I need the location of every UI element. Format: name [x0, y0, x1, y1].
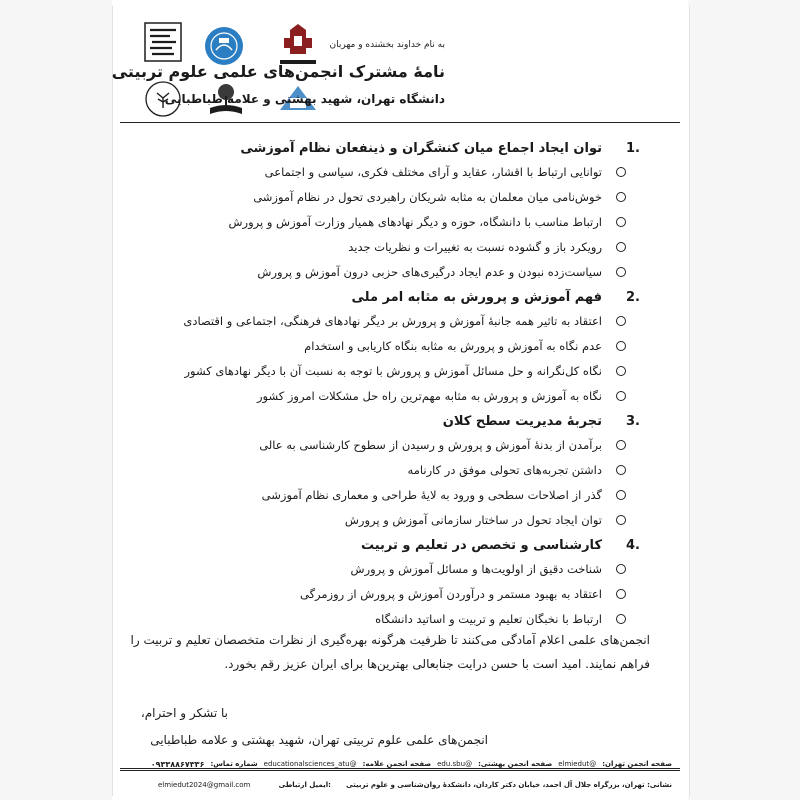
section-title: فهم آموزش و پرورش به مثابه امر ملی	[351, 289, 602, 305]
footer-email	[158, 781, 331, 789]
bullet-icon	[616, 316, 626, 326]
section-heading	[140, 137, 640, 159]
bullet-icon	[616, 564, 626, 574]
footer-address: نشانی: تهران، بزرگراه جلال آل احمد، خیابان دکتر کاردان، دانشکدهٔ روان‌شناسی و علوم تربیتی	[346, 781, 672, 789]
criteria-list	[140, 135, 640, 631]
section-title: تجربهٔ مدیریت سطح کلان	[442, 413, 602, 429]
item-text: سیاست‌زده نبودن و عدم ایجاد درگیری‌های حزبی درون آموزش و پرورش	[257, 264, 602, 279]
letter-subtitle: دانشگاه تهران، شهید بهشتی و علامه طباطبایی	[164, 92, 445, 106]
left-margin	[0, 0, 112, 800]
list-item	[140, 234, 640, 259]
allameh-handle[interactable]: @educationalsciences_atu	[263, 760, 357, 768]
allameh-page-label: صفحه انجمن علامه:	[362, 760, 432, 768]
beheshti-logo	[144, 22, 182, 62]
section-heading	[140, 410, 640, 432]
section-title: توان ایجاد اجماع میان کنشگران و ذینفعان نظام آموزشی	[240, 140, 602, 156]
closing-paragraph: انجمن‌های علمی اعلام آمادگی می‌کنند تا ظرفیت هرگونه بهره‌گیری از نظرات متخصصان تعلیم و تربیت را فراهم نمایند. امید است با حسن درایت جنابعالی بهترین‌ها برای ایران عزیز رقم بخورد.	[130, 633, 650, 671]
tehran-university-logo	[204, 26, 244, 66]
bullet-icon	[616, 391, 626, 401]
tehran-page-label: صفحه انجمن تهران:	[602, 760, 672, 768]
list-item	[140, 209, 640, 234]
footer-divider	[120, 768, 680, 769]
bullet-icon	[616, 366, 626, 376]
item-text: توان ایجاد تحول در ساختار سازمانی آموزش و پرورش	[344, 512, 602, 527]
list-item	[140, 333, 640, 358]
list-item	[140, 581, 640, 606]
section-number: .4	[626, 537, 640, 553]
section-heading	[140, 534, 640, 556]
regards-line: با تشکر و احترام،	[140, 706, 228, 720]
item-text: نگاه کل‌نگرانه و حل مسائل آموزش و پرورش با توجه به نسبت آن با دیگر نهادهای کشور	[184, 363, 602, 378]
list-item	[140, 432, 640, 457]
beheshti-page-label: صفحه انجمن بهشتی:	[478, 760, 553, 768]
letter-title: نامهٔ مشترک انجمن‌های علمی علوم تربیتی	[111, 62, 445, 81]
footer-divider-thin	[120, 770, 680, 771]
tehran-handle[interactable]: @elmiedut	[558, 760, 597, 768]
section-number: .3	[626, 413, 640, 429]
bullet-icon	[616, 440, 626, 450]
list-item	[140, 482, 640, 507]
basmala: به نام خداوند بخشنده و مهربان	[329, 40, 445, 50]
list-item	[140, 259, 640, 284]
email-label: ایمیل ارتباطی:	[278, 781, 331, 789]
bullet-icon	[616, 490, 626, 500]
item-text: برآمدن از بدنهٔ آموزش و پرورش و رسیدن از سطوح کارشناسی به عالی	[259, 437, 602, 452]
list-item	[140, 556, 640, 581]
item-text: اعتقاد به بهبود مستمر و درآوردن آموزش و پرورش از روزمرگی	[299, 586, 602, 601]
phone-label: شماره تماس:	[210, 760, 258, 768]
right-margin	[688, 0, 800, 800]
list-item	[140, 358, 640, 383]
bullet-icon	[616, 217, 626, 227]
item-text: توانایی ارتباط با اقشار، عقاید و آرای مختلف فکری، سیاسی و اجتماعی	[264, 164, 602, 179]
item-text: خوش‌نامی میان معلمان به مثابه شریکان راهبردی تحول در نظام آموزشی	[253, 189, 602, 204]
item-text: داشتن تجربه‌های تحولی موفق در کارنامه	[407, 462, 602, 477]
section-number: .2	[626, 289, 640, 305]
signature-line: انجمن‌های علمی علوم تربیتی تهران، شهید بهشتی و علامه طباطبایی	[150, 733, 488, 747]
list-item	[140, 383, 640, 408]
section-number: .1	[626, 140, 640, 156]
bullet-icon	[616, 267, 626, 277]
list-item	[140, 184, 640, 209]
beheshti-handle[interactable]: @edu.sbu	[437, 760, 473, 768]
item-text: اعتقاد به تاثیر همه جانبهٔ آموزش و پرورش بر دیگر نهادهای فرهنگی، اجتماعی و اقتصادی	[183, 313, 602, 328]
item-text: عدم نگاه به آموزش و پرورش به مثابه بنگاه کاریابی و استخدام	[304, 338, 602, 353]
header-divider	[120, 122, 680, 123]
phone-number[interactable]: ۰۹۳۳۸۸۶۷۳۳۶	[150, 760, 205, 769]
list-item	[140, 159, 640, 184]
section-title: کارشناسی و تخصص در تعلیم و تربیت	[360, 537, 602, 553]
bullet-icon	[616, 341, 626, 351]
email-address[interactable]: elmiedut2024@gmail.com	[158, 781, 251, 789]
bullet-icon	[616, 614, 626, 624]
bullet-icon	[616, 515, 626, 525]
list-item	[140, 457, 640, 482]
bullet-icon	[616, 167, 626, 177]
bullet-icon	[616, 242, 626, 252]
bullet-icon	[616, 465, 626, 475]
section	[140, 137, 640, 284]
item-text: شناخت دقیق از اولویت‌ها و مسائل آموزش و پرورش	[350, 561, 602, 576]
section	[140, 286, 640, 408]
section	[140, 410, 640, 532]
list-item	[140, 507, 640, 532]
item-text: گذر از اصلاحات سطحی و ورود به لایهٔ طراحی و معماری نظام آموزشی	[261, 487, 602, 502]
item-text: رویکرد باز و گشوده نسبت به تغییرات و نظریات جدید	[348, 239, 602, 254]
item-text: ارتباط با نخبگان تعلیم و تربیت و اساتید دانشگاه	[375, 611, 602, 626]
section	[140, 534, 640, 631]
bullet-icon	[616, 192, 626, 202]
bullet-icon	[616, 589, 626, 599]
section-heading	[140, 286, 640, 308]
list-item	[140, 308, 640, 333]
item-text: نگاه به آموزش و پرورش به مثابه مهم‌ترین راه حل مشکلات امروز کشور	[256, 388, 602, 403]
item-text: ارتباط مناسب با دانشگاه، حوزه و دیگر نهادهای همیار وزارت آموزش و پرورش	[228, 214, 602, 229]
